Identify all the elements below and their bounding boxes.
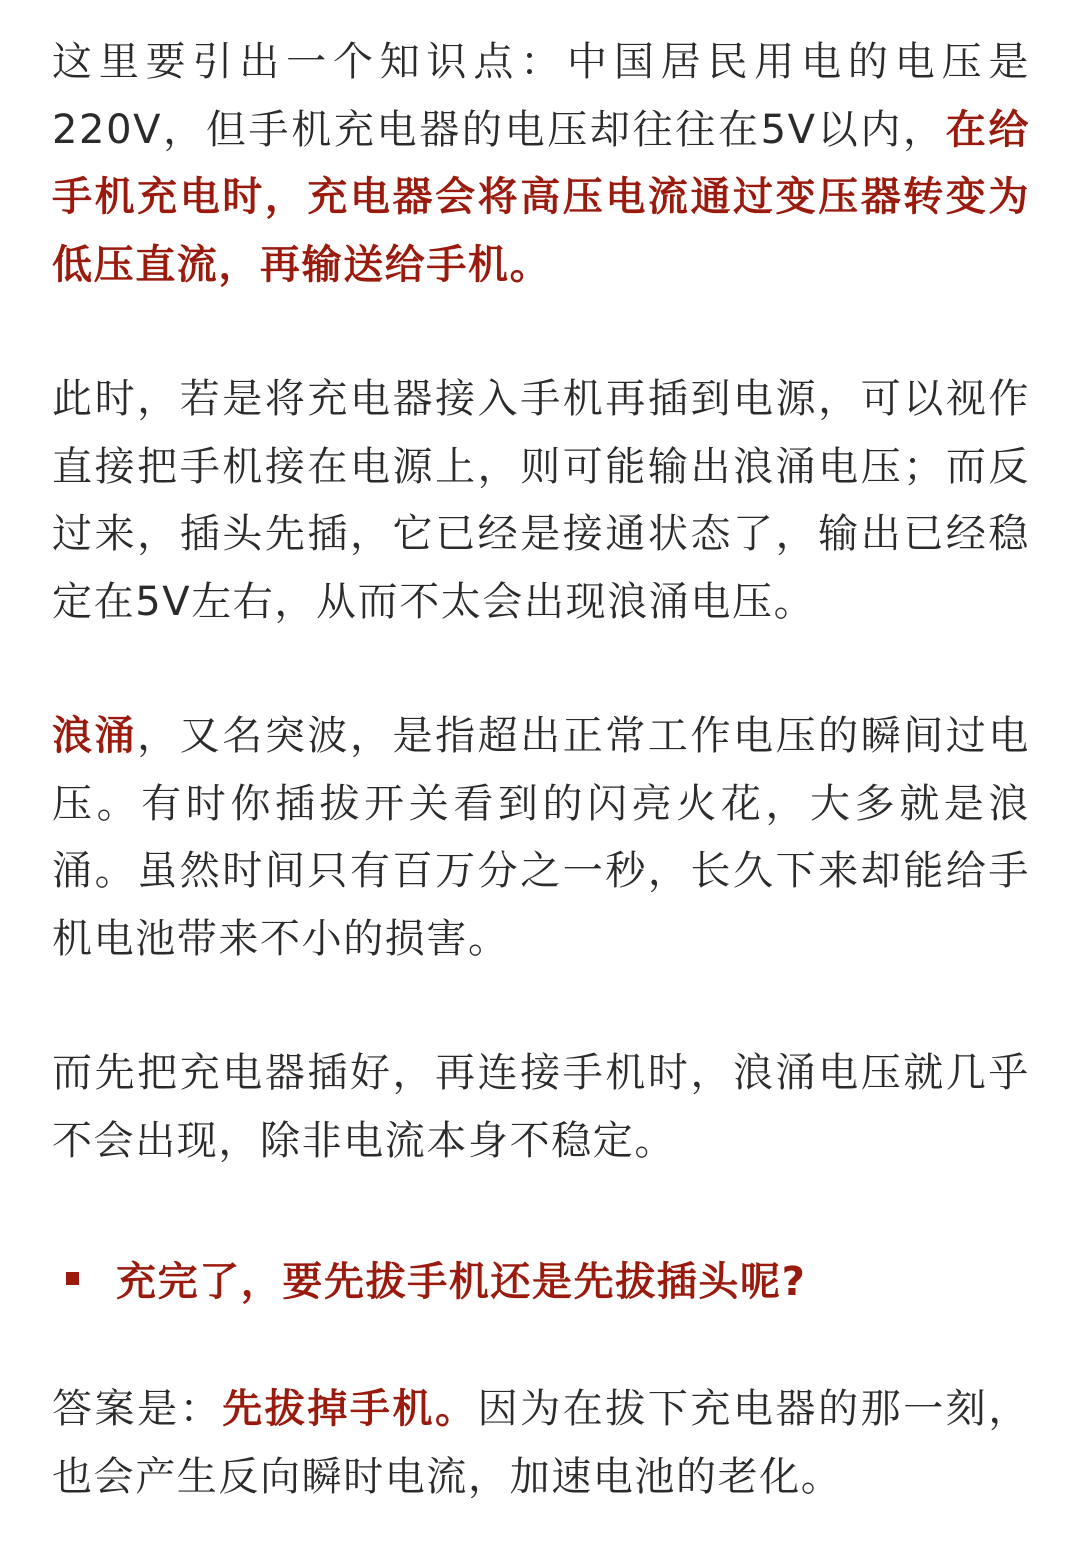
article-body [52,29,1030,1511]
square-bullet-icon [66,1272,79,1285]
paragraph-text: 因为在拔下充电器的那一刻，也会产生反向瞬时电流，加速电池的老化。 [52,1386,1030,1500]
paragraph-plug-first [52,1040,1030,1175]
paragraph-order-explanation [52,366,1030,636]
highlight-answer: 先拔掉手机。 [222,1386,478,1432]
paragraph-surge-definition [52,703,1030,973]
paragraph-text: 而先把充电器插好，再连接手机时，浪涌电压就几乎不会出现，除非电流本身不稳定。 [52,1050,1030,1164]
paragraph-answer [52,1376,1030,1511]
answer-prefix: 答案是： [52,1386,223,1432]
paragraph-voltage-intro [52,29,1030,299]
section-heading-text: 充完了，要先拔手机还是先拔插头呢? [116,1258,807,1305]
highlight-surge: 浪涌 [52,713,138,759]
paragraph-text: 此时，若是将充电器接入手机再插到电源，可以视作直接把手机接在电源上，则可能输出浪涌电压；而反过来，插头先插，它已经是接通状态了，输出已经稳定在5V左右，从而不太会出现浪涌电压。 [52,376,1030,625]
paragraph-text: ，又名突波，是指超出正常工作电压的瞬间过电压。有时你插拔开关看到的闪亮火花，大多就是浪涌。虽然时间只有百万分之一秒，长久下来却能给手机电池带来不小的损害。 [52,713,1031,962]
paragraph-text: 这里要引出一个知识点：中国居民用电的电压是220V，但手机充电器的电压却往往在5V以内， [52,39,1030,153]
section-heading [52,1244,1030,1312]
highlight-transformer: 在给手机充电时，充电器会将高压电流通过变压器转变为低压直流，再输送给手机。 [52,106,1030,288]
